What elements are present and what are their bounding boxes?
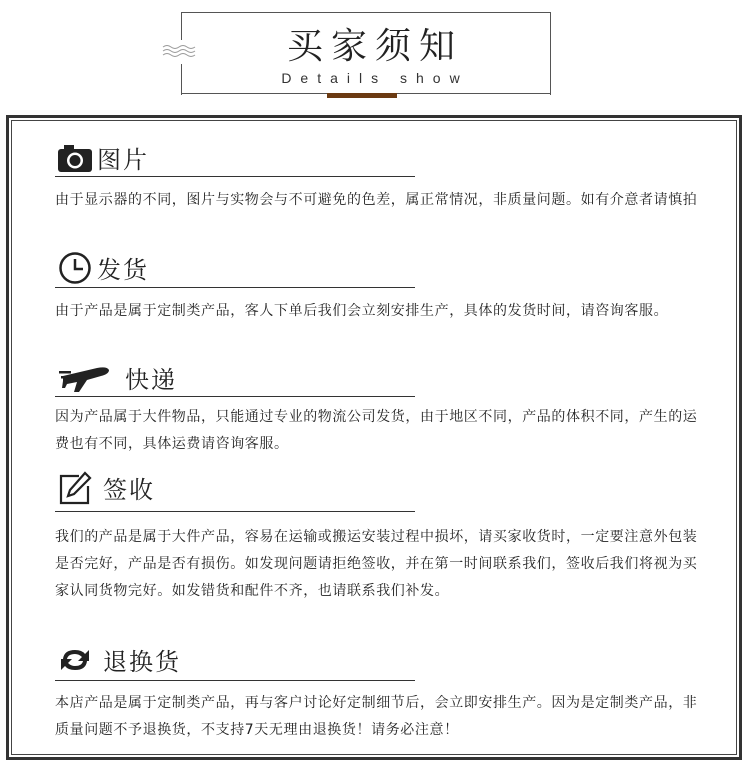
page-subtitle: Details show — [281, 70, 469, 86]
section-title: 图片 — [97, 146, 149, 174]
camera-icon — [55, 141, 95, 175]
section-title: 签收 — [103, 476, 155, 504]
section-header-photo — [55, 140, 149, 175]
section-header-return — [55, 642, 181, 677]
header-underline-left — [181, 93, 327, 94]
section-text: 因为产品属于大件物品，只能通过专业的物流公司发货，由于地区不同，产品的体积不同，产生的运费也有不同，具体运费请咨询客服。 — [55, 409, 698, 452]
section-divider — [55, 511, 415, 512]
sign-pen-icon — [55, 471, 95, 505]
header-accent-bar — [327, 93, 397, 98]
section-divider — [55, 287, 415, 288]
clock-icon — [55, 251, 95, 285]
header-underline-right — [397, 93, 550, 94]
section-divider — [55, 176, 415, 177]
section-header-express — [55, 360, 177, 395]
section-divider — [55, 396, 415, 397]
section-text: 本店产品是属于定制类产品，再与客户讨论好定制细节后，会立即安排生产。因为是定制类产品，非质量问题不予退换货，不支持7天无理由退换货！请务必注意！ — [55, 695, 698, 738]
section-title: 发货 — [97, 256, 149, 284]
section-divider — [55, 680, 415, 681]
exchange-arrows-icon — [55, 643, 95, 677]
page-title: 买家须知 — [286, 26, 463, 67]
section-title: 快递 — [125, 366, 177, 394]
section-header-signing — [55, 470, 155, 505]
airplane-icon — [55, 361, 115, 395]
section-text: 由于产品是属于定制类产品，客人下单后我们会立刻安排生产，具体的发货时间，请咨询客服。 — [55, 303, 669, 319]
section-title: 退换货 — [103, 648, 181, 676]
section-text: 由于显示器的不同，图片与实物会与不可避免的色差，属正常情况，非质量问题。如有介意者请慎拍 — [55, 192, 698, 208]
section-text: 我们的产品是属于大件产品，容易在运输或搬运安装过程中损坏，请买家收货时，一定要注意外包装是否完好，产品是否有损伤。如发现问题请拒绝签收，并在第一时间联系我们，签收后我们将视为买家认同货物完好。如发错货和配件不齐，也请联系我们补发。 — [55, 529, 698, 599]
section-header-shipping — [55, 250, 149, 285]
